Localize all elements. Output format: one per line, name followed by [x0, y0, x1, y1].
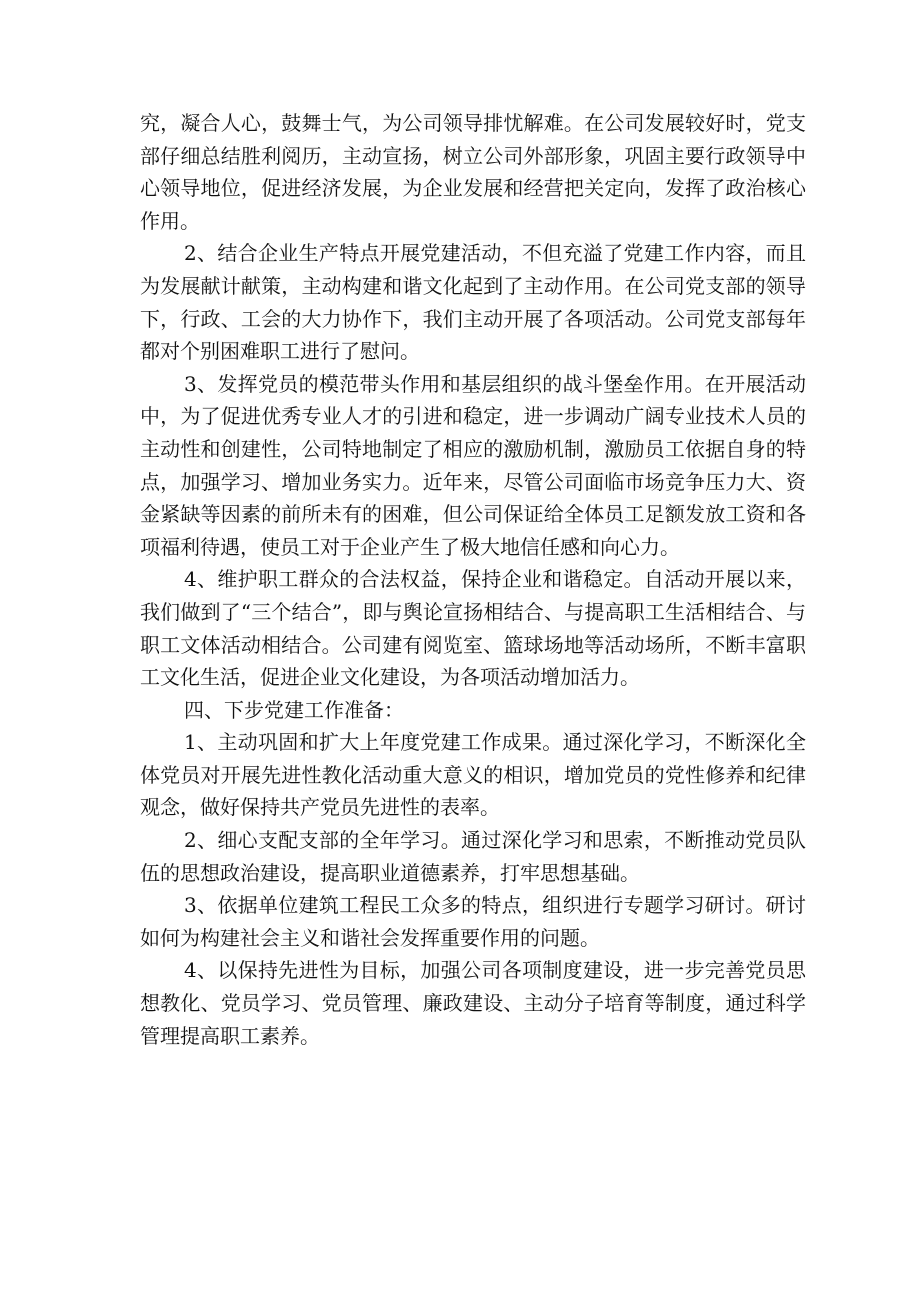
plan-item-2: 2、细心支配支部的全年学习。通过深化学习和思索，不断推动党员队伍的思想政治建设，提高职业道德素养，打牢思想基础。 — [140, 828, 806, 885]
paragraph-item-4: 4、维护职工群众的合法权益，保持企业和谐稳定。自活动开展以来，我们做到了“三个结合”，即与舆论宣扬相结合、与提高职工生活相结合、与职工文体活动相结合。公司建有阅览室、篮球场地等活动场所，不断丰富职工文化生活，促进企业文化建设，为各项活动增加活力。 — [140, 567, 806, 690]
plan-item-3: 3、依据单位建筑工程民工众多的特点，组织进行专题学习研讨。研讨如何为构建社会主义和谐社会发挥重要作用的问题。 — [140, 893, 806, 950]
plan-item-4: 4、以保持先进性为目标，加强公司各项制度建设，进一步完善党员思想教化、党员学习、党员管理、廉政建设、主动分子培育等制度，通过科学管理提高职工素养。 — [140, 958, 806, 1048]
section-heading-next-steps: 四、下步党建工作准备： — [184, 697, 404, 722]
plan-item-1: 1、主动巩固和扩大上年度党建工作成果。通过深化学习，不断深化全体党员对开展先进性教化活动重大意义的相识，增加党员的党性修养和纪律观念，做好保持共产党员先进性的表率。 — [140, 730, 806, 820]
paragraph-continued: 究，凝合人心，鼓舞士气，为公司领导排忧解难。在公司发展较好时，党支部仔细总结胜利阅历，主动宣扬，树立公司外部形象，巩固主要行政领导中心领导地位，促进经济发展，为企业发展和经营把关定向，发挥了政治核心作用。 — [140, 111, 806, 233]
document-body — [140, 107, 806, 1052]
paragraph-item-3: 3、发挥党员的模范带头作用和基层组织的战斗堡垒作用。在开展活动中，为了促进优秀专业人才的引进和稳定，进一步调动广阔专业技术人员的主动性和创建性，公司特地制定了相应的激励机制，激励员工依据自身的特点，加强学习、增加业务实力。近年来，尽管公司面临市场竞争压力大、资金紧缺等因素的前所未有的困难，但公司保证给全体员工足额发放工资和各项福利待遇，使员工对于企业产生了极大地信任感和向心力。 — [140, 371, 806, 559]
paragraph-item-2: 2、结合企业生产特点开展党建活动，不但充溢了党建工作内容，而且为发展献计献策，主动构建和谐文化起到了主动作用。在公司党支部的领导下，行政、工会的大力协作下，我们主动开展了各项活动。公司党支部每年都对个别困难职工进行了慰问。 — [140, 241, 806, 364]
